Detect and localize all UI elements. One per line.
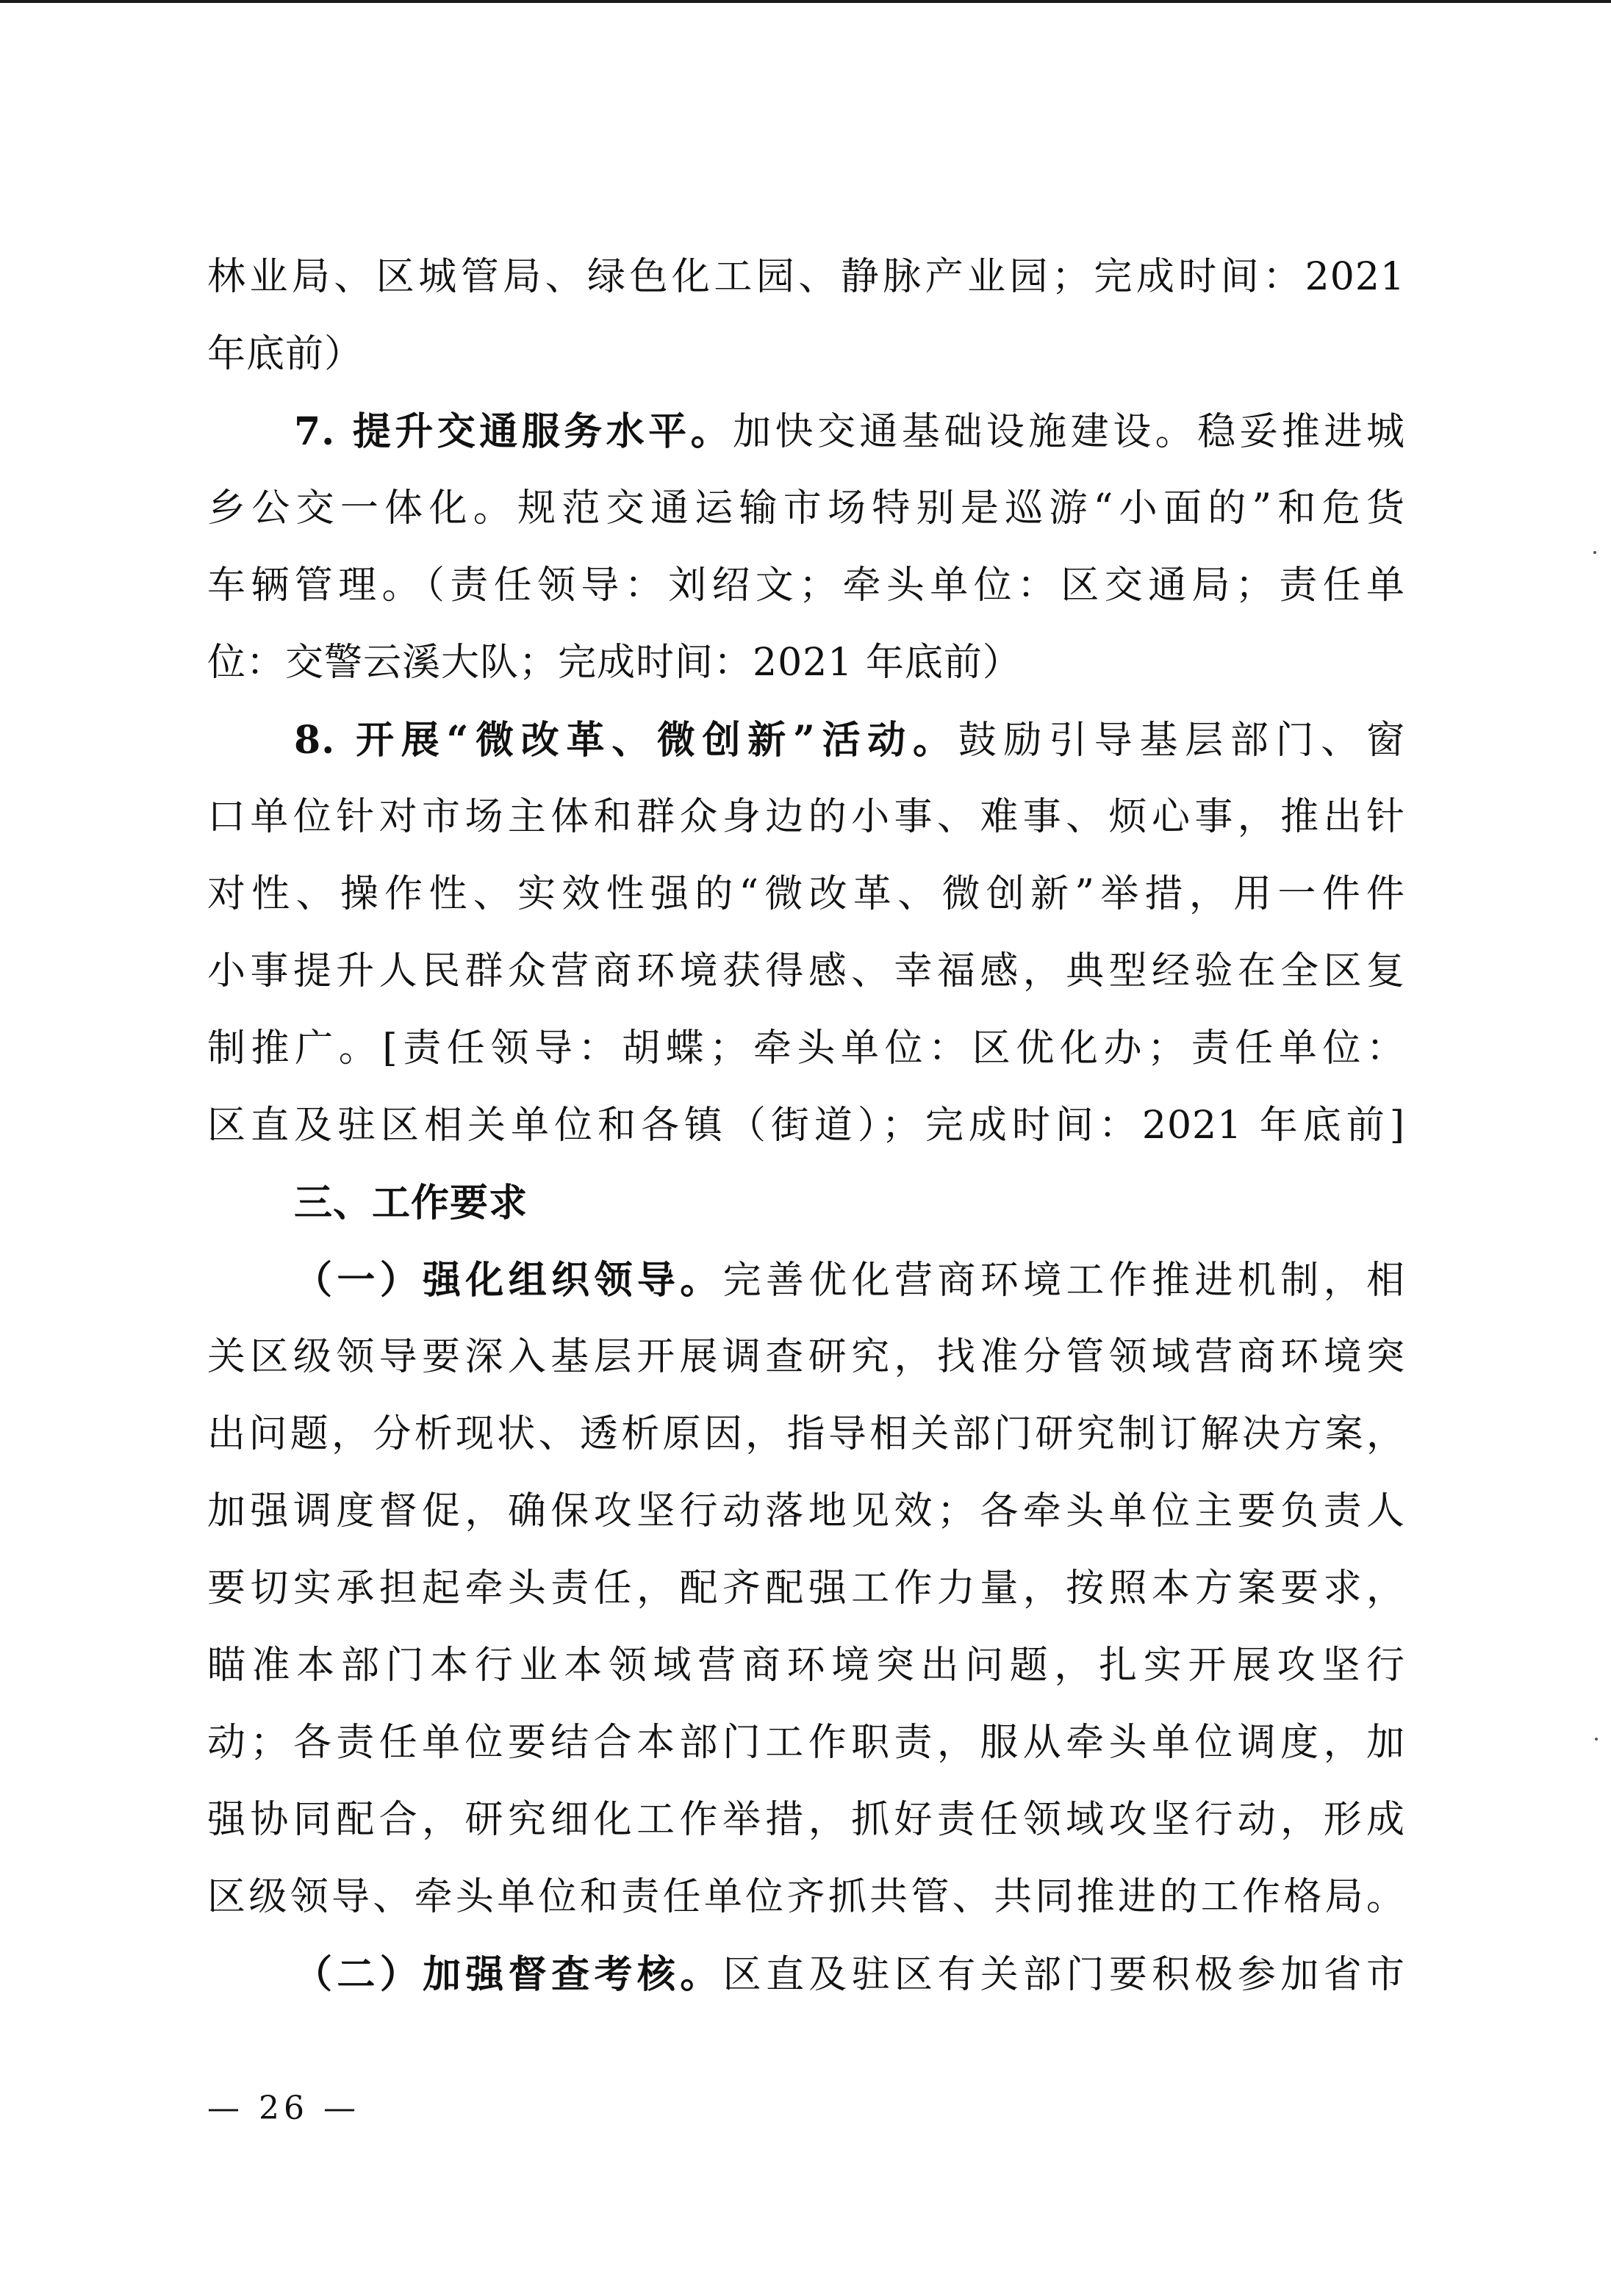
text-line [207, 1087, 1405, 1165]
text-line [207, 1010, 1405, 1087]
text-line [207, 1165, 1405, 1242]
body-text: 小事提升人民群众营商环境获得感、幸福感，典型经验在全区复 [207, 949, 1405, 993]
body-text: 区直及驻区相关单位和各镇（街道）；完成时间：2021 年底前] [207, 1104, 1405, 1148]
text-line [207, 393, 1405, 470]
body-text: 林业局、区城管局、绿色化工园、静脉产业园；完成时间：2021 [207, 255, 1405, 299]
body-text: 对性、操作性、实效性强的“微改革、微创新”举措，用一件件 [207, 872, 1405, 916]
body-text: 乡公交一体化。规范交通运输市场特别是巡游“小面的”和危货 [207, 486, 1405, 530]
body-text: 区直及驻区有关部门要积极参加省市 [722, 1953, 1405, 1997]
body-text: 鼓励引导基层部门、窗 [958, 719, 1405, 763]
body-text: 强协同配合，研究细化工作举措，抓好责任领域攻坚行动，形成 [207, 1798, 1405, 1842]
body-text: 制推广。[责任领导：胡蝶；牵头单位：区优化办；责任单位： [207, 1026, 1405, 1070]
text-line [207, 470, 1405, 547]
text-line [207, 779, 1405, 856]
body-text: 完善优化营商环境工作推进机制，相 [722, 1259, 1405, 1303]
body-text: 要切实承担起牵头责任，配齐配强工作力量，按照本方案要求， [207, 1566, 1405, 1611]
text-line [207, 702, 1405, 779]
text-line [207, 1782, 1405, 1859]
text-line [207, 1859, 1405, 1936]
heading-text: （一）强化组织领导。 [294, 1258, 723, 1303]
text-line [207, 1473, 1405, 1550]
scan-top-edge [0, 0, 1611, 3]
heading-text: 8. 开展“微改革、微创新”活动。 [294, 718, 958, 763]
scan-speck [1595, 1738, 1598, 1741]
body-text: 出问题，分析现状、透析原因，指导相关部门研究制订解决方案， [207, 1412, 1405, 1456]
text-line [207, 1936, 1405, 2013]
text-line [207, 1396, 1405, 1473]
text-line [207, 1319, 1405, 1396]
page-number: — 26 — [207, 2090, 360, 2127]
body-text: 动；各责任单位要结合本部门工作职责，服从牵头单位调度，加 [207, 1721, 1405, 1765]
document-body [207, 239, 1405, 2013]
heading-text: （二）加强督查考核。 [294, 1952, 723, 1997]
text-line [207, 547, 1405, 625]
text-line [207, 239, 1405, 316]
body-text: 加快交通基础设施建设。稳妥推进城 [733, 410, 1405, 454]
text-line [207, 1705, 1405, 1782]
body-text: 年底前） [207, 332, 364, 376]
body-text: 加强调度督促，确保攻坚行动落地见效；各牵头单位主要负责人 [207, 1489, 1405, 1533]
heading-text: 7. 提升交通服务水平。 [294, 409, 733, 454]
text-line [207, 856, 1405, 933]
body-text: 关区级领导要深入基层开展调查研究，找准分管领域营商环境突 [207, 1335, 1405, 1379]
text-line [207, 933, 1405, 1010]
text-line [207, 625, 1405, 702]
text-line [207, 316, 1405, 393]
body-text: 区级领导、牵头单位和责任单位齐抓共管、共同推进的工作格局。 [207, 1875, 1405, 1919]
text-line [207, 1627, 1405, 1705]
body-text: 位：交警云溪大队；完成时间：2021 年底前） [207, 641, 1022, 685]
body-text: 口单位针对市场主体和群众身边的小事、难事、烦心事，推出针 [207, 795, 1405, 839]
text-line [207, 1550, 1405, 1627]
text-line [207, 1242, 1405, 1319]
heading-text: 三、工作要求 [294, 1181, 528, 1226]
scan-speck [1593, 551, 1596, 554]
body-text: 车辆管理。（责任领导：刘绍文；牵头单位：区交通局；责任单 [207, 564, 1405, 608]
body-text: 瞄准本部门本行业本领域营商环境突出问题，扎实开展攻坚行 [207, 1644, 1405, 1688]
